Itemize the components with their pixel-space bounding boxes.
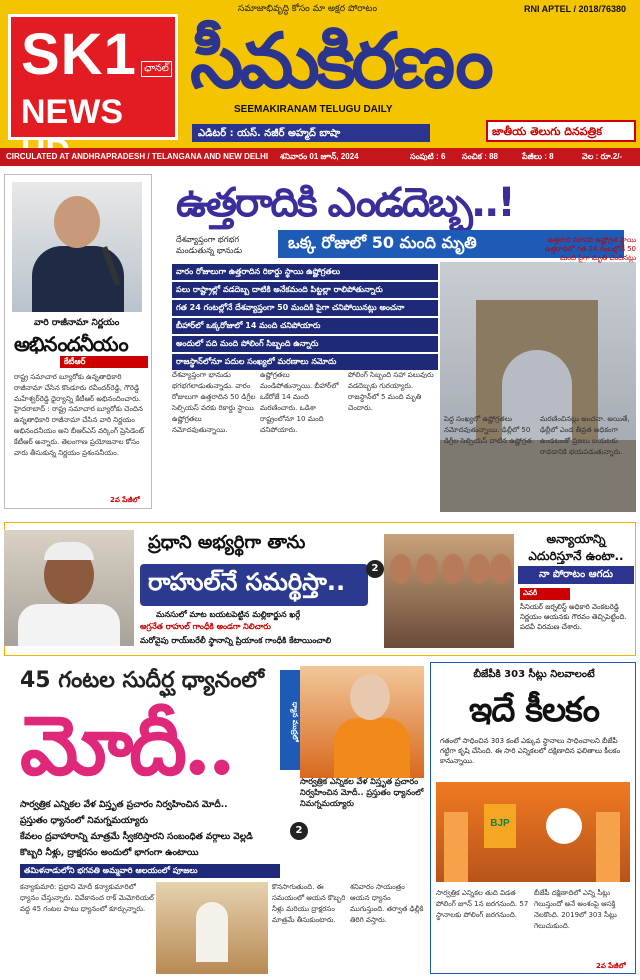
modi-column: కన్యాకుమారి: ప్రధాని మోదీ కన్యాకుమారిలో ధ్యానం చేస్తున్నారు. వివేకానంద రాక్ మెమోరియల్ వద్ద 45 గంటల పాటు ధ్యానంలో కూర్చున్నారు. [20,883,154,913]
sk1-logo [8,14,178,140]
modi-bullet: కేవలం ద్రవాహారాన్ని మాత్రమే స్వీకరిస్తారని సంబంధిత వర్గాలు వెల్లడి [20,832,253,842]
ktr-lede: రాష్ట్ర సమాచార బ్యూరోకు ఉన్నతాధికారి రాజీనామా చేసిన కొండూరు రవీందర్‌రెడ్డి, గౌరెడ్డి మహేశ్వర్‌రెడ్డి ధైర్యాన్ని కేటీఆర్ అభినందించారు. [14,373,141,403]
rahul-line: మనసులో మాట బయటపెట్టిన మల్లికార్జున ఖర్గే [156,610,301,619]
injustice-banner: నా పోరాటం ఆగదు [518,566,634,584]
logo-top: SK1 [21,22,137,87]
modi-meditation-photo [156,882,268,974]
lotus-icon [546,808,582,844]
heat-subhead: ఒక్క రోజులో 50 మంది మృతి [278,230,624,258]
bjp-more-link[interactable]: 2వ పేజీలో [596,962,626,970]
ktr-kicker: వారి రాజీనామా నిర్ణయం [34,318,120,328]
modi-caption: సార్వత్రిక ఎన్నికల వేళ విస్తృత ప్రచారం నిర్వహించిన మోదీ.. ప్రస్తుతం ధ్యానంలో నిమగ్నమయ్యారు [300,777,424,808]
bjp-column: బీజేపీ దక్షిణాదిలో ఎన్ని సీట్లు గెలుస్తుందో అనే అంశంపై ఆసక్తి నెలకొంది. 2019లో 303 సీట్లు గెలుచుకుంది. [534,889,617,930]
bjp-lede: గతంలో సాధించిన 303 కంటే ఎక్కువ స్థానాలు సాధించాలని బీజేపీ గట్టిగా కృషి చేసింది. ఈ సారి ఎన్నికలలో దక్షిణాదిన ఫలితాలు కీలకం కానున్నాయి. [440,737,621,765]
ktr-headline: అభినందనీయం [14,332,128,356]
page-ref-badge: 2 [290,822,308,840]
rahul-kicker: ప్రధాని అభ్యర్థిగా తాను [148,532,306,553]
heat-bullet: వారం రోజులుగా ఉత్తరాదిన రికార్డు స్థాయి ఉష్ణోగ్రతలు [172,264,438,280]
logo-bottom: NEWS [21,93,123,131]
circulation: CIRCULATED AT ANDHRAPRADESH / TELANGANA AND NEW DELHI [6,152,269,161]
issue: సంచిక : 88 [462,152,498,161]
heat-column: పెద్ద సంఖ్యలో ఉష్ణోగ్రతలు నమోదవుతున్నాయి. ఢిల్లీలో 50 డిగ్రీల సెల్సియస్ దాటిన ఉష్ణోగ్రత. [444,415,534,445]
heat-bullet: అందులో పది మంది పోలింగ్ సిబ్బంది ఉన్నారు [172,336,438,352]
ktr-tag: కేటీఆర్ [60,356,148,368]
kharge-photo [4,530,134,646]
injustice-tag: ఎవరీ [520,588,570,600]
bjp-sign: BJP [484,804,516,848]
slogan: సమాజాభివృద్ధి కోసం మా అక్షర పోరాటం [238,4,378,14]
heat-column: పోలింగ్ సిబ్బంది సహా పలువురు వడదెబ్బకు గురయ్యారు. రాజస్థాన్‌లో 5 మంది మృతి చెందారు. [348,371,434,412]
newspaper-subtitle: SEEMAKIRANAM TELUGU DAILY [234,104,393,115]
price: వెల : రూ.2/- [582,152,623,161]
heat-bullet: రాజస్థాన్‌లోనూ పదుల సంఖ్యలో మరణాలు నమోదు [172,354,438,370]
ktr-photo [12,182,142,312]
ktr-body: హైదరాబాద్ : రాష్ట్ర సమాచార బ్యూరోకు చెందిన ఉన్నతాధికారి రాజీనామా చేసిన వారి నిర్ణయం అభినందనీయం అని బీఆర్ఎస్ వర్కింగ్ ప్రెసిడెంట్ కేటీఆర్ అన్నారు. తెలంగాణ ప్రయోజనాల కోసం వారు తీసుకున్న నిర్ణయం ప్రశంసనీయం. [14,405,145,457]
page-ref-badge: 2 [366,560,384,578]
bjp-column: సార్వత్రిక ఎన్నికల తుది విడత పోలింగ్ జూన్ 1న జరగనుంది. 57 స్థానాలకు పోలింగ్ జరగనుంది. [436,889,529,919]
modi-vertical-label: ధ్యాన ముద్రలో [280,670,300,770]
group-photo [384,534,514,648]
heat-column: ఉష్ణోగ్రతలు మండిపోతున్నాయి. బీహార్‌లో ఒకేరోజే 14 మంది మరణించారు. ఒడిశా రాష్ట్రంలోనూ 10 మంది చనిపోయారు. [260,371,339,434]
pages: పేజీలు : 8 [522,152,554,161]
rahul-line: మరోవైపు రాయ్‌బరేలీ స్థానాన్ని ప్రియాంక గాంధీకి కేటాయించాలి [140,636,332,645]
injustice-headline: అన్యాయాన్ని ఎదురిస్తూనే ఉంటా.. [528,532,624,563]
newspaper-title: సీమకిరణం [190,16,490,105]
modi-headline: మోదీ.. [20,698,233,794]
modi-bullet: కొబ్బరి నీళ్లు, ద్రాక్షరసం అందులో భాగంగా ఉంటాయి [20,848,199,858]
issue-date: శనివారం 01 జూన్, 2024 [280,152,359,161]
heat-headline: ఉత్తరాదికి ఎండదెబ్బ..! [176,180,514,226]
modi-bullet: సార్వత్రిక ఎన్నికల వేళ విస్తృత ప్రచారం నిర్వహించిన మోదీ.. [20,800,228,810]
daily-label: జాతీయ తెలుగు దినపత్రిక [486,120,636,142]
heat-column: దేశవ్యాప్తంగా భానుడు భగభగలాడుతున్నాడు. వారం రోజులుగా ఉత్తరాదిన 50 డిగ్రీల సెల్సియస్ వరకు రికార్డు స్థాయి ఉష్ణోగ్రతలు నమోదవుతున్నాయి. [172,371,256,434]
modi-kicker: 45 గంటల సుదీర్ఘ ధ్యానంలో [20,668,264,693]
info-bar [0,148,640,166]
heat-caption: దేశవ్యాప్తంగా భగభగ మండుతున్న భానుడు [176,235,243,255]
editor-line: ఎడిటర్ : యస్. నజీర్ అహ్మద్ బాషా [192,124,430,142]
heat-bullet: బీహార్‌లో ఒక్కరోజులో 14 మంది చనిపోయారు [172,318,438,334]
rahul-headline: రాహుల్‌నే సమర్థిస్తా.. [140,564,368,606]
rni-number: RNI APTEL / 2018/76380 [524,4,627,14]
injustice-text: సీనియర్ జర్నలిస్ట్ అధికారి వెంకటరెడ్డి నిర్ణయం ఆయనకు గౌరవం తెచ్చిపెట్టింది. పదవీ విరమణ చేశారు. [520,603,627,631]
volume: సంపుటి : 6 [410,152,446,161]
modi-bar: తమిళనాడులోని భగవతి అమ్మవారి ఆలయంలో పూజలు [20,864,280,878]
logo-small: ఛానల్ [141,61,172,77]
modi-photo [300,666,424,778]
modi-bullet: ప్రస్తుతం ధ్యానంలో నిమగ్నమయ్యారు [20,816,148,826]
rahul-line: అగ్రనేత రాహుల్ గాంధీకి అండగా నిలిచారు [140,622,271,631]
modi-column: శనివారం సాయంత్రం ఆయన ధ్యానం ముగుస్తుంది. తర్వాత ఢిల్లీకి తిరిగి వస్తారు. [350,883,424,924]
ktr-more-link[interactable]: 2వ పేజీలో [110,496,140,504]
bjp-crowd-photo [436,782,630,882]
heat-bullet: పలు రాష్ట్రాల్లో వడదెబ్బ దాటికి అనేకమంది పిట్టల్లా రాలిపోతున్నారు [172,282,438,298]
bjp-headline: ఇదే కీలకం [468,690,600,730]
photo-caption: ఉత్తరాది సరాసరి ఉష్ణోగ్రత స్థాయి ఉత్తరాదిలో గత 24 గంటల్లోనే 50 మంది పైగా మృతి చెందినట్లు [544,236,636,262]
heat-column: మరణించినట్లు అంచనా. అయితే, ఢిల్లీలో ఎండ తీవ్రత అధికంగా ఉండటంతో ప్రజలు బయటకు రావడానికి భయపడుతున్నారు. [540,415,630,456]
india-gate-photo [440,262,636,512]
heat-bullet: గత 24 గంటల్లోనే దేశవ్యాప్తంగా 50 మందికి పైగా చనిపోయినట్లు అంచనా [172,300,438,316]
modi-column: కొనసాగుతుంది. ఈ సమయంలో ఆయన కొబ్బరి నీళ్లు మరియు ద్రాక్షరసం మాత్రమే తీసుకుంటారు. [272,883,346,924]
bjp-kicker: బీజేపీకి 303 సీట్లు నిలవాలంటే [473,669,595,680]
